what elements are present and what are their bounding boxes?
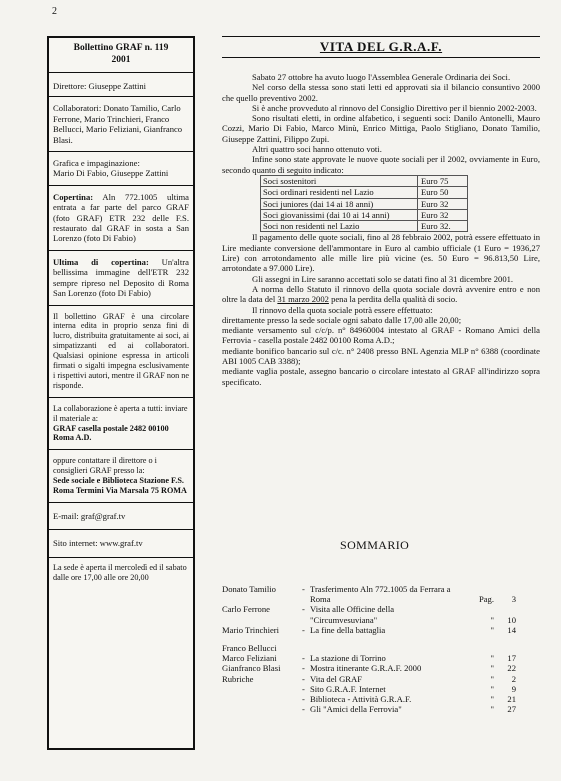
fee-label: Soci giovanissimi (dai 10 ai 14 anni) <box>261 209 418 220</box>
toc-page-number: 9 <box>511 683 516 694</box>
sommario-title: SOMMARIO <box>340 538 410 552</box>
toc-title: Vita del GRAF <box>310 673 362 684</box>
toc-dash: - <box>302 693 305 704</box>
toc-title: Biblioteca - Attività G.R.A.F. <box>310 693 412 704</box>
article <box>222 36 540 387</box>
article-title: VITA DEL G.R.A.F. <box>222 36 540 58</box>
website-section <box>49 530 193 557</box>
toc-page-label: " <box>490 673 494 684</box>
table-row <box>261 221 468 232</box>
toc-page-label: Pag. <box>478 594 494 605</box>
toc-row[interactable] <box>222 653 532 663</box>
toc-row[interactable] <box>222 694 532 704</box>
paragraph-council: Si è anche provveduto al rinnovo del Consiglio Direttivo per il biennio 2002-2003. <box>252 102 537 113</box>
paragraph-votes: Altri quattro soci hanno ottenuto voti. <box>252 144 382 155</box>
fee-label: Soci juniores (dai 14 ai 18 anni) <box>261 198 418 209</box>
deadline-text-end: pena la perdita della qualità di socio. <box>328 294 458 305</box>
paragraph-renewal: Il rinnovo della quota sociale potrà essere effettuato: <box>252 304 433 315</box>
fee-label: Soci ordinari residenti nel Lazio <box>261 187 418 198</box>
opening-hours: La sede è aperta il mercoledì ed il sabato dalle ore 17,00 alle ore 20,00 <box>53 562 187 582</box>
notice: Il bollettino GRAF è una circolare interna edita in proprio senza fini di lucro, distribuita gratuitamente ai soci, ai simpatizzanti ed ai collaboratori. Qualsiasi opinione espressa in articoli firmati o sigalti impegna esclusivamente i rispettivi autori, mentre il GRAF non ne risponde. <box>53 311 189 390</box>
table-row <box>261 198 468 209</box>
toc-title: La stazione di Torrino <box>310 653 386 664</box>
toc-title: Visita alle Officine della "Circumvesuviana" <box>310 604 395 625</box>
contact-section <box>49 450 193 503</box>
collaborators-section <box>49 97 193 152</box>
graphics-section <box>49 152 193 186</box>
fee-label: Soci non residenti nel Lazio <box>261 221 418 232</box>
toc-author: Donato Tamilio <box>222 584 276 594</box>
toc-title: Sito G.R.A.F. Internet <box>310 683 386 694</box>
fees-table <box>260 175 468 232</box>
paragraph-assembly: Sabato 27 ottobre ha avuto luogo l'Assemblea Generale Ordinaria dei Soci. <box>252 72 511 82</box>
toc-dash: - <box>302 584 305 594</box>
graphics-label: Grafica e impaginazione: <box>53 158 140 169</box>
back-cover-section <box>49 251 193 306</box>
hours-section <box>49 558 193 587</box>
toc-row[interactable] <box>222 704 532 714</box>
toc-page-label: " <box>490 704 494 715</box>
toc-author: Carlo Ferrone <box>222 604 270 615</box>
toc-page-number: 14 <box>507 624 516 635</box>
back-cover-text: Un'altra bellissima immagine dell'ETR 232 sempre ripreso nel Deposito di Roma San Lorenzo (foto Di Fabio) <box>53 256 189 299</box>
contact-intro: oppure contattare il direttore o i consiglieri GRAF presso la: <box>53 456 157 476</box>
back-cover-label: Ultima di copertina: <box>53 256 149 267</box>
collaborators: Collaboratori: Donato Tamilio, Carlo Ferrone, Mario Trinchieri, Franco Bellucci, Mario Feliziani, Gianfranco Blasi. <box>53 103 183 145</box>
toc-title: Trasferimento Aln 772.1005 da Ferrara a Roma <box>310 584 451 605</box>
toc-author: Gianfranco Blasi <box>222 663 281 674</box>
payment-option: direttamente presso la sede sociale ogni sabato dalle 17,00 alle 20,00; <box>222 314 462 325</box>
paragraph-fees-intro: Infine sono state approvate le nuove quote sociali per il 2002, ovviamente in Euro, secondo quanto di seguito indicato: <box>222 154 540 175</box>
toc-row[interactable] <box>222 625 532 635</box>
payment-option: mediante bonifico bancario sul c/c. n° 2408 presso BNL Agenzia MLP n° 6388 (coordinate ABI 1005 CAB 3388); <box>222 345 540 367</box>
table-row <box>261 187 468 198</box>
payment-option: mediante versamento sul c/c/p. n° 84960004 intestato al GRAF - Romano Amici della Ferrovia - casella postale 2482 00100 Roma A.D.; <box>222 325 540 346</box>
contact-address: Sede sociale e Biblioteca Stazione F.S. Roma Termini Via Marsala 75 ROMA <box>53 476 187 496</box>
toc-page-label: " <box>490 624 494 635</box>
collaboration-section <box>49 398 193 451</box>
toc-author: Franco Bellucci <box>222 642 277 653</box>
toc-page-label: " <box>490 683 494 694</box>
deadline-text-start: A norma dello Statuto il rinnovo della quota sociale dovrà avvenire entro e non oltre la data del <box>222 283 540 305</box>
article-body <box>222 72 540 387</box>
paragraph-elected: Sono risultati eletti, in ordine alfabetico, i seguenti soci: Danilo Antonelli, Mauro Cozzi, Mario Di Fabio, Marco Minù, Enrico Mittiga, Paolo Stigliano, Donato Tamilio, Giuseppe Zattini, Filippo Zupi. <box>222 113 540 144</box>
fee-amount: Euro 32 <box>418 198 468 209</box>
graphics-names: Mario Di Fabio, Giuseppe Zattini <box>53 168 169 179</box>
paragraph-lire-payment: Il pagamento delle quote sociali, fino al 28 febbraio 2002, potrà essere effettuato in Lire mediante conversione dell'ammontare in Euro al cambio ufficiale (1 Euro = 1936,27 Lire) con arrotondamento alle mille lire più vicine (es. 50 Euro = 96.813,50 Lire, arrotondate a 97.000 Lire). <box>222 232 540 274</box>
cover-section <box>49 186 193 251</box>
table-of-contents <box>222 584 532 714</box>
paragraph-deadline <box>222 284 540 305</box>
bulletin-title <box>49 38 193 73</box>
collaboration-intro: La collaborazione è aperta a tutti: inviare il materiale a: <box>53 403 188 423</box>
toc-page-number: 22 <box>507 663 516 674</box>
fee-amount: Euro 50 <box>418 187 468 198</box>
fee-label: Soci sostenitori <box>261 175 418 186</box>
cover-label: Copertina: <box>53 191 94 202</box>
bulletin-title-line1: Bollettino GRAF n. 119 <box>73 43 169 53</box>
email[interactable]: E-mail: graf@graf.tv <box>53 511 126 521</box>
toc-row[interactable] <box>222 674 532 684</box>
toc-author: Marco Feliziani <box>222 653 277 664</box>
toc-page-number: 3 <box>511 594 516 605</box>
toc-dash: - <box>302 683 305 694</box>
toc-row[interactable] <box>222 604 532 624</box>
toc-dash: - <box>302 624 305 635</box>
toc-author: Mario Trinchieri <box>222 624 280 635</box>
fee-amount: Euro 32. <box>418 221 468 232</box>
toc-row[interactable] <box>222 663 532 673</box>
toc-page-number: 2 <box>511 673 516 684</box>
collaboration-address: GRAF casella postale 2482 00100 Roma A.D. <box>53 423 169 443</box>
table-row <box>261 175 468 186</box>
toc-dash: - <box>302 663 305 674</box>
table-row <box>261 209 468 220</box>
deadline-date: 31 marzo 2002 <box>277 294 329 305</box>
toc-page-label: " <box>490 653 494 664</box>
director-section <box>49 73 193 97</box>
toc-title: Gli "Amici della Ferrovia" <box>310 704 402 715</box>
fee-amount: Euro 75 <box>418 175 468 186</box>
toc-page-number: 17 <box>507 653 516 664</box>
fee-amount: Euro 32 <box>418 209 468 220</box>
masthead-box <box>47 36 195 750</box>
paragraph-cheques: Gli assegni in Lire saranno accettati solo se datati fino al 31 dicembre 2001. <box>252 273 514 284</box>
toc-dash: - <box>302 653 305 664</box>
toc-row[interactable] <box>222 684 532 694</box>
cover-text: Aln 772.1005 ultima entrata a far parte del parco GRAF (foto GRAF) ETR 232 delle F.S. restaurato dal GRAF in sosta a San Lorenzo (foto Di Fabio) <box>53 191 189 244</box>
toc-title: La fine della battaglia <box>310 624 386 635</box>
paragraph-budget: Nel corso della stessa sono stati letti ed approvati sia il bilancio consuntivo 2000 che quello preventivo 2002. <box>222 82 540 103</box>
toc-page-label: " <box>490 693 494 704</box>
toc-row <box>222 643 532 653</box>
director: Direttore: Giuseppe Zattini <box>53 81 147 91</box>
toc-page-number: 27 <box>507 704 516 715</box>
toc-page-number: 10 <box>507 614 516 625</box>
email-section <box>49 503 193 530</box>
bulletin-title-line2: 2001 <box>111 55 131 65</box>
toc-dash: - <box>302 673 305 684</box>
toc-page-label: " <box>490 663 494 674</box>
notice-section <box>49 306 193 398</box>
toc-row[interactable] <box>222 584 532 604</box>
page-number: 2 <box>52 6 57 17</box>
toc-page-label: " <box>490 614 494 625</box>
toc-dash: - <box>302 704 305 715</box>
website[interactable]: Sito internet: www.graf.tv <box>53 538 143 549</box>
payment-option: mediante vaglia postale, assegno bancario o circolare intestato al GRAF all'indirizzo sopra specificato. <box>222 366 540 387</box>
toc-page-number: 21 <box>507 693 516 704</box>
toc-title: Mostra itinerante G.R.A.F. 2000 <box>310 663 422 674</box>
toc-author: Rubriche <box>222 673 254 684</box>
toc-dash: - <box>302 604 305 615</box>
